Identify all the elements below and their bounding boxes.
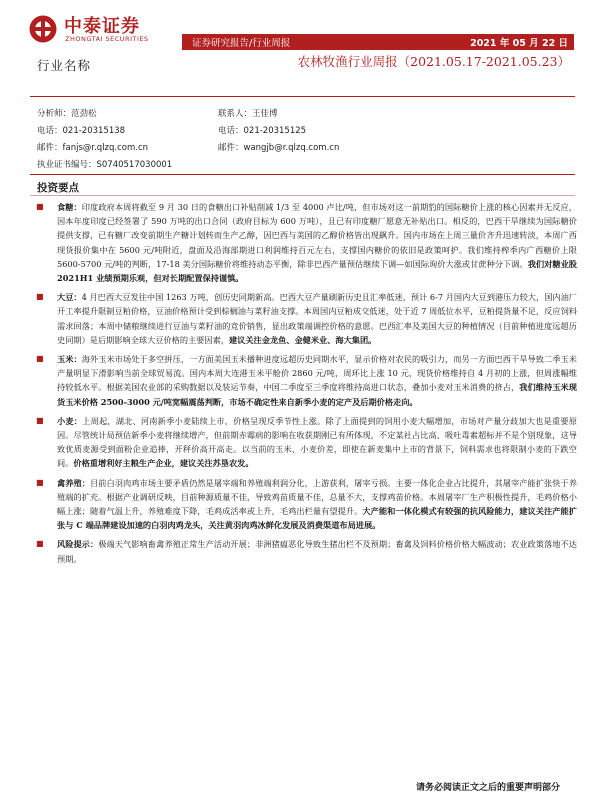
logo-text-en: ZHONGTAI SECURITIES	[65, 35, 149, 43]
point-label: 风险提示：	[57, 539, 99, 550]
point-paragraph	[32, 200, 577, 285]
point-recommendation: 价格重增利好主粮生产企业，建议关注苏垦农发。	[73, 458, 254, 469]
company-logo	[28, 12, 188, 48]
section-title: 投资要点	[37, 182, 79, 194]
square-bullet-icon: ■	[36, 202, 44, 211]
point-text: 4 月巴西大豆发往中国 1263 万吨，创历史同期新高。巴西大豆产量刷新历史且汇率低迷，预计 6-7 月国内大豆到港压力较大，国内油厂开工率提升限制豆粕价格，豆油价格预计受到棕榈油与菜籽油支撑。本周国内豆粕成交低迷，处于近 7 周低位水平，豆粕提货量不足，反应饲料需求回落；本周中储粮继续进行豆油与菜籽油的竞价销售，显出政策端调控价格的意愿。巴西汇率及美国大豆的种植情况（目前种植进度远超历史同期）是后期影响全球大豆价格的主要因素，	[57, 292, 577, 345]
point-paragraph	[32, 476, 577, 533]
point-text: 海外玉米市场处于多空拼压，一方面美国玉米播种进度远超历史同期水平，显示价格对农民的吸引力，而另一方面巴西干旱导致二季玉米产量明显下滑影响当前全球贸易流。国内本周大连港玉米平舱价 2860 元/吨，周环比上涨 10 元，现货价格维持自 4 月初的上涨，但周涨幅维持较低水平。根据美国农业部的采购数据以及装运节奏，中国二季度至三季度将维持高进口状态，叠加小麦对玉米消费的挤占，	[57, 354, 577, 393]
disclaimer-note: 请务必阅读正文之后的重要声明部分	[415, 783, 560, 793]
square-bullet-icon: ■	[36, 354, 44, 364]
point-recommendation: 我们维持玉米现货玉米价格 2500-3000 元/吨宽幅震荡判断，市场不确定性来自新季小麦的定产及后期价格走向。	[57, 382, 577, 407]
analyst-phone: 电话：021-20315138	[37, 126, 126, 136]
point-recommendation: 我们对糖业股 2021H1 业绩预期乐观，但对长期配置保持谨慎。	[57, 258, 577, 284]
section-underline	[30, 195, 575, 196]
report-title: 农林牧渔行业周报（2021.05.17-2021.05.23）	[297, 54, 570, 69]
square-bullet-icon: ■	[36, 539, 44, 549]
point-paragraph	[32, 414, 577, 471]
analyst-name: 分析师：范劲松	[37, 109, 97, 119]
point-text: 目前白羽肉鸡市场主要矛盾仍然是屠宰端和养殖端利润分化，上游获利，屠宰亏损。主要一体化企业占比提升，其屠宰产能扩张快于养殖端的扩充。根据产业调研反映，目前种源质量不佳，导致鸡苗质量不佳，总量不大，支撑鸡苗价格。本周屠宰厂生产积极性提升，毛鸡价格小幅上涨；随着气温上升，养殖难度下降，毛鸡成活率或上升，毛鸡出栏量有望提升。	[57, 477, 577, 517]
report-type: 证券研究报告/行业周报	[192, 38, 291, 49]
point-text: 印度政府本周将截至 9 月 30 日的食糖出口补贴削减 1/3 至 4000 卢比/吨，但市场对这一前期豹的国际糖价上涨的核心因素并无反应，因本年度印度已经签署了 590 万吨的出口合同（政府目标为 600 万吨），且已有印度糖厂愿意无补贴出口。相反的，巴西干旱继续为国际糖价提供支撑，已有糖厂改变前期生产糖计划转而生产乙醇，因巴西与美国的乙醇价格皆出现飙升。国内市场在上周三量价齐升迅速转淡，本周广西现货报价集中在 5600 元/吨附近，盘面及沿海部期进口利润维持百元左右，支撑国内糖价的依旧是政策呵护。我们维持榨季内广西糖价上限 5600-5700 元/吨的判断，17-18 美分国际糖价将维持动态平衡，除非巴西产量预估继续下调—如国际询价大涨或甘蔗种分下调。	[57, 202, 577, 269]
header-divider	[30, 96, 575, 97]
point-label: 禽养殖：	[57, 477, 91, 488]
contact-phone: 电话：021-20315125	[218, 126, 307, 136]
point-paragraph	[32, 537, 577, 565]
contact-email[interactable]: 邮件：wangjb@r.qlzq.com.cn	[218, 143, 340, 153]
point-label: 玉米：	[57, 354, 82, 365]
report-banner	[182, 34, 574, 50]
report-date: 2021 年 05 月 22 日	[470, 38, 568, 49]
point-text: 上周起，湖北、河南新季小麦陆续上市，价格呈现反季节性上涨。除了上面提到的饲用小麦大幅增加，市场对产量分歧加大也是重要原因。尽管统计局预估新季小麦将继续增产，但前期赤霉病的影响在收获期刚已有所体现，不定某社占比高、吸吐毒素超标并不是个别现象，这导致优质麦源受到面粉企业追捧，开秤价高开高走。以当前的玉米、小麦价差，即使在新麦集中上市的背景下，饲料需求也将限制小麦的下跌空间。	[57, 415, 577, 469]
square-bullet-icon: ■	[36, 292, 44, 302]
point-recommendation: 建议关注金龙鱼、金健米业、海大集团。	[228, 334, 377, 345]
logo-mark-icon	[28, 14, 58, 44]
point-label: 食糖：	[57, 202, 82, 212]
license-number: 执业证书编号：S0740517030001	[37, 160, 173, 170]
point-text: 极端天气影响畜禽养殖正常生产活动开展；非洲猪瘟恶化导致生猪出栏不及预期；畜禽及饲料价格价格大幅波动；农业政策落地不达预期。	[57, 539, 577, 564]
contact-column	[218, 106, 339, 157]
point-recommendation: 大产能和一体化模式有较强的抗风险能力，建议关注产能扩张与 C 端品牌建设加速的白羽肉鸡龙头，关注黄羽肉鸡冰鲜化发展及消费渠道布局进展。	[57, 506, 577, 531]
investment-points	[32, 200, 577, 571]
page-header	[0, 0, 600, 60]
logo-text-cn: 中泰证券	[64, 16, 140, 37]
square-bullet-icon: ■	[36, 477, 44, 487]
industry-name: 行业名称	[37, 58, 92, 73]
section-divider	[30, 174, 575, 175]
page-footer	[0, 776, 600, 794]
point-paragraph	[32, 352, 577, 409]
square-bullet-icon: ■	[36, 415, 44, 425]
analyst-column	[37, 106, 172, 174]
analyst-email[interactable]: 邮件：fanjs@r.qlzq.com.cn	[37, 143, 149, 153]
contact-name: 联系人：王佳博	[218, 109, 278, 119]
point-label: 小麦：	[57, 415, 83, 426]
point-paragraph	[32, 290, 577, 347]
point-label: 大豆：	[57, 292, 82, 303]
